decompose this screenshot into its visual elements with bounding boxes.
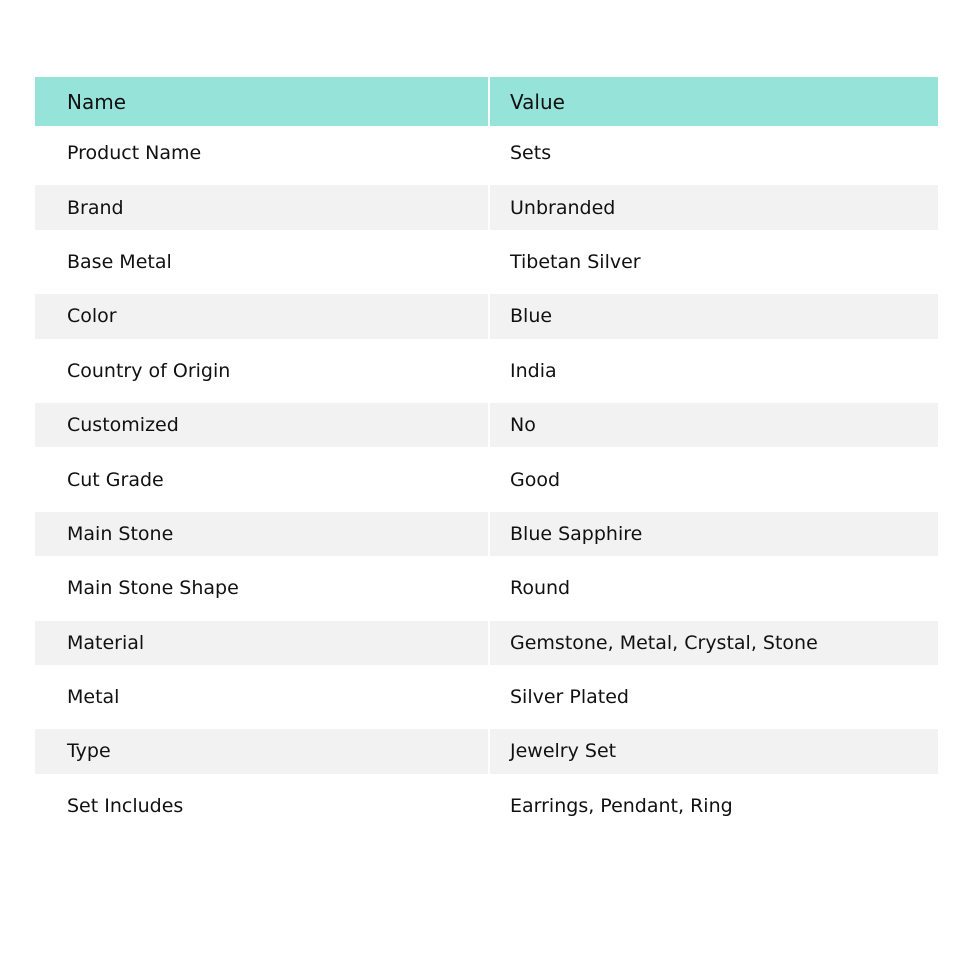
table-row [35, 724, 938, 778]
row-name-cell: Material [35, 616, 490, 670]
row-name-cell: Country of Origin [35, 344, 490, 398]
row-value-cell: No [490, 398, 938, 452]
row-value-cell: Good [490, 452, 938, 506]
row-value-cell: Blue [490, 289, 938, 343]
row-value-cell: Earrings, Pendant, Ring [490, 779, 938, 833]
table-row [35, 289, 938, 343]
row-name-cell: Main Stone [35, 507, 490, 561]
specifications-table [35, 77, 938, 833]
row-name-cell: Type [35, 724, 490, 778]
table-body [35, 126, 938, 833]
table-row [35, 235, 938, 289]
row-value-cell: Sets [490, 126, 938, 180]
row-name-cell: Main Stone Shape [35, 561, 490, 615]
row-value-cell: Round [490, 561, 938, 615]
table-header [35, 77, 938, 126]
row-value-cell: Gemstone, Metal, Crystal, Stone [490, 616, 938, 670]
table-row [35, 616, 938, 670]
table-row [35, 180, 938, 234]
table-row [35, 670, 938, 724]
row-name-cell: Base Metal [35, 235, 490, 289]
row-name-cell: Color [35, 289, 490, 343]
row-name-cell: Metal [35, 670, 490, 724]
value-column-header: Value [490, 77, 938, 126]
row-name-cell: Customized [35, 398, 490, 452]
table-row [35, 398, 938, 452]
table-row [35, 344, 938, 398]
row-value-cell: Tibetan Silver [490, 235, 938, 289]
row-name-cell: Set Includes [35, 779, 490, 833]
row-value-cell: Blue Sapphire [490, 507, 938, 561]
table-row [35, 779, 938, 833]
table-row [35, 561, 938, 615]
row-value-cell: India [490, 344, 938, 398]
table-row [35, 126, 938, 180]
table-row [35, 452, 938, 506]
row-name-cell: Cut Grade [35, 452, 490, 506]
row-name-cell: Product Name [35, 126, 490, 180]
table-row [35, 507, 938, 561]
row-value-cell: Jewelry Set [490, 724, 938, 778]
row-value-cell: Silver Plated [490, 670, 938, 724]
header-row [35, 77, 938, 126]
row-value-cell: Unbranded [490, 180, 938, 234]
row-name-cell: Brand [35, 180, 490, 234]
name-column-header: Name [35, 77, 490, 126]
